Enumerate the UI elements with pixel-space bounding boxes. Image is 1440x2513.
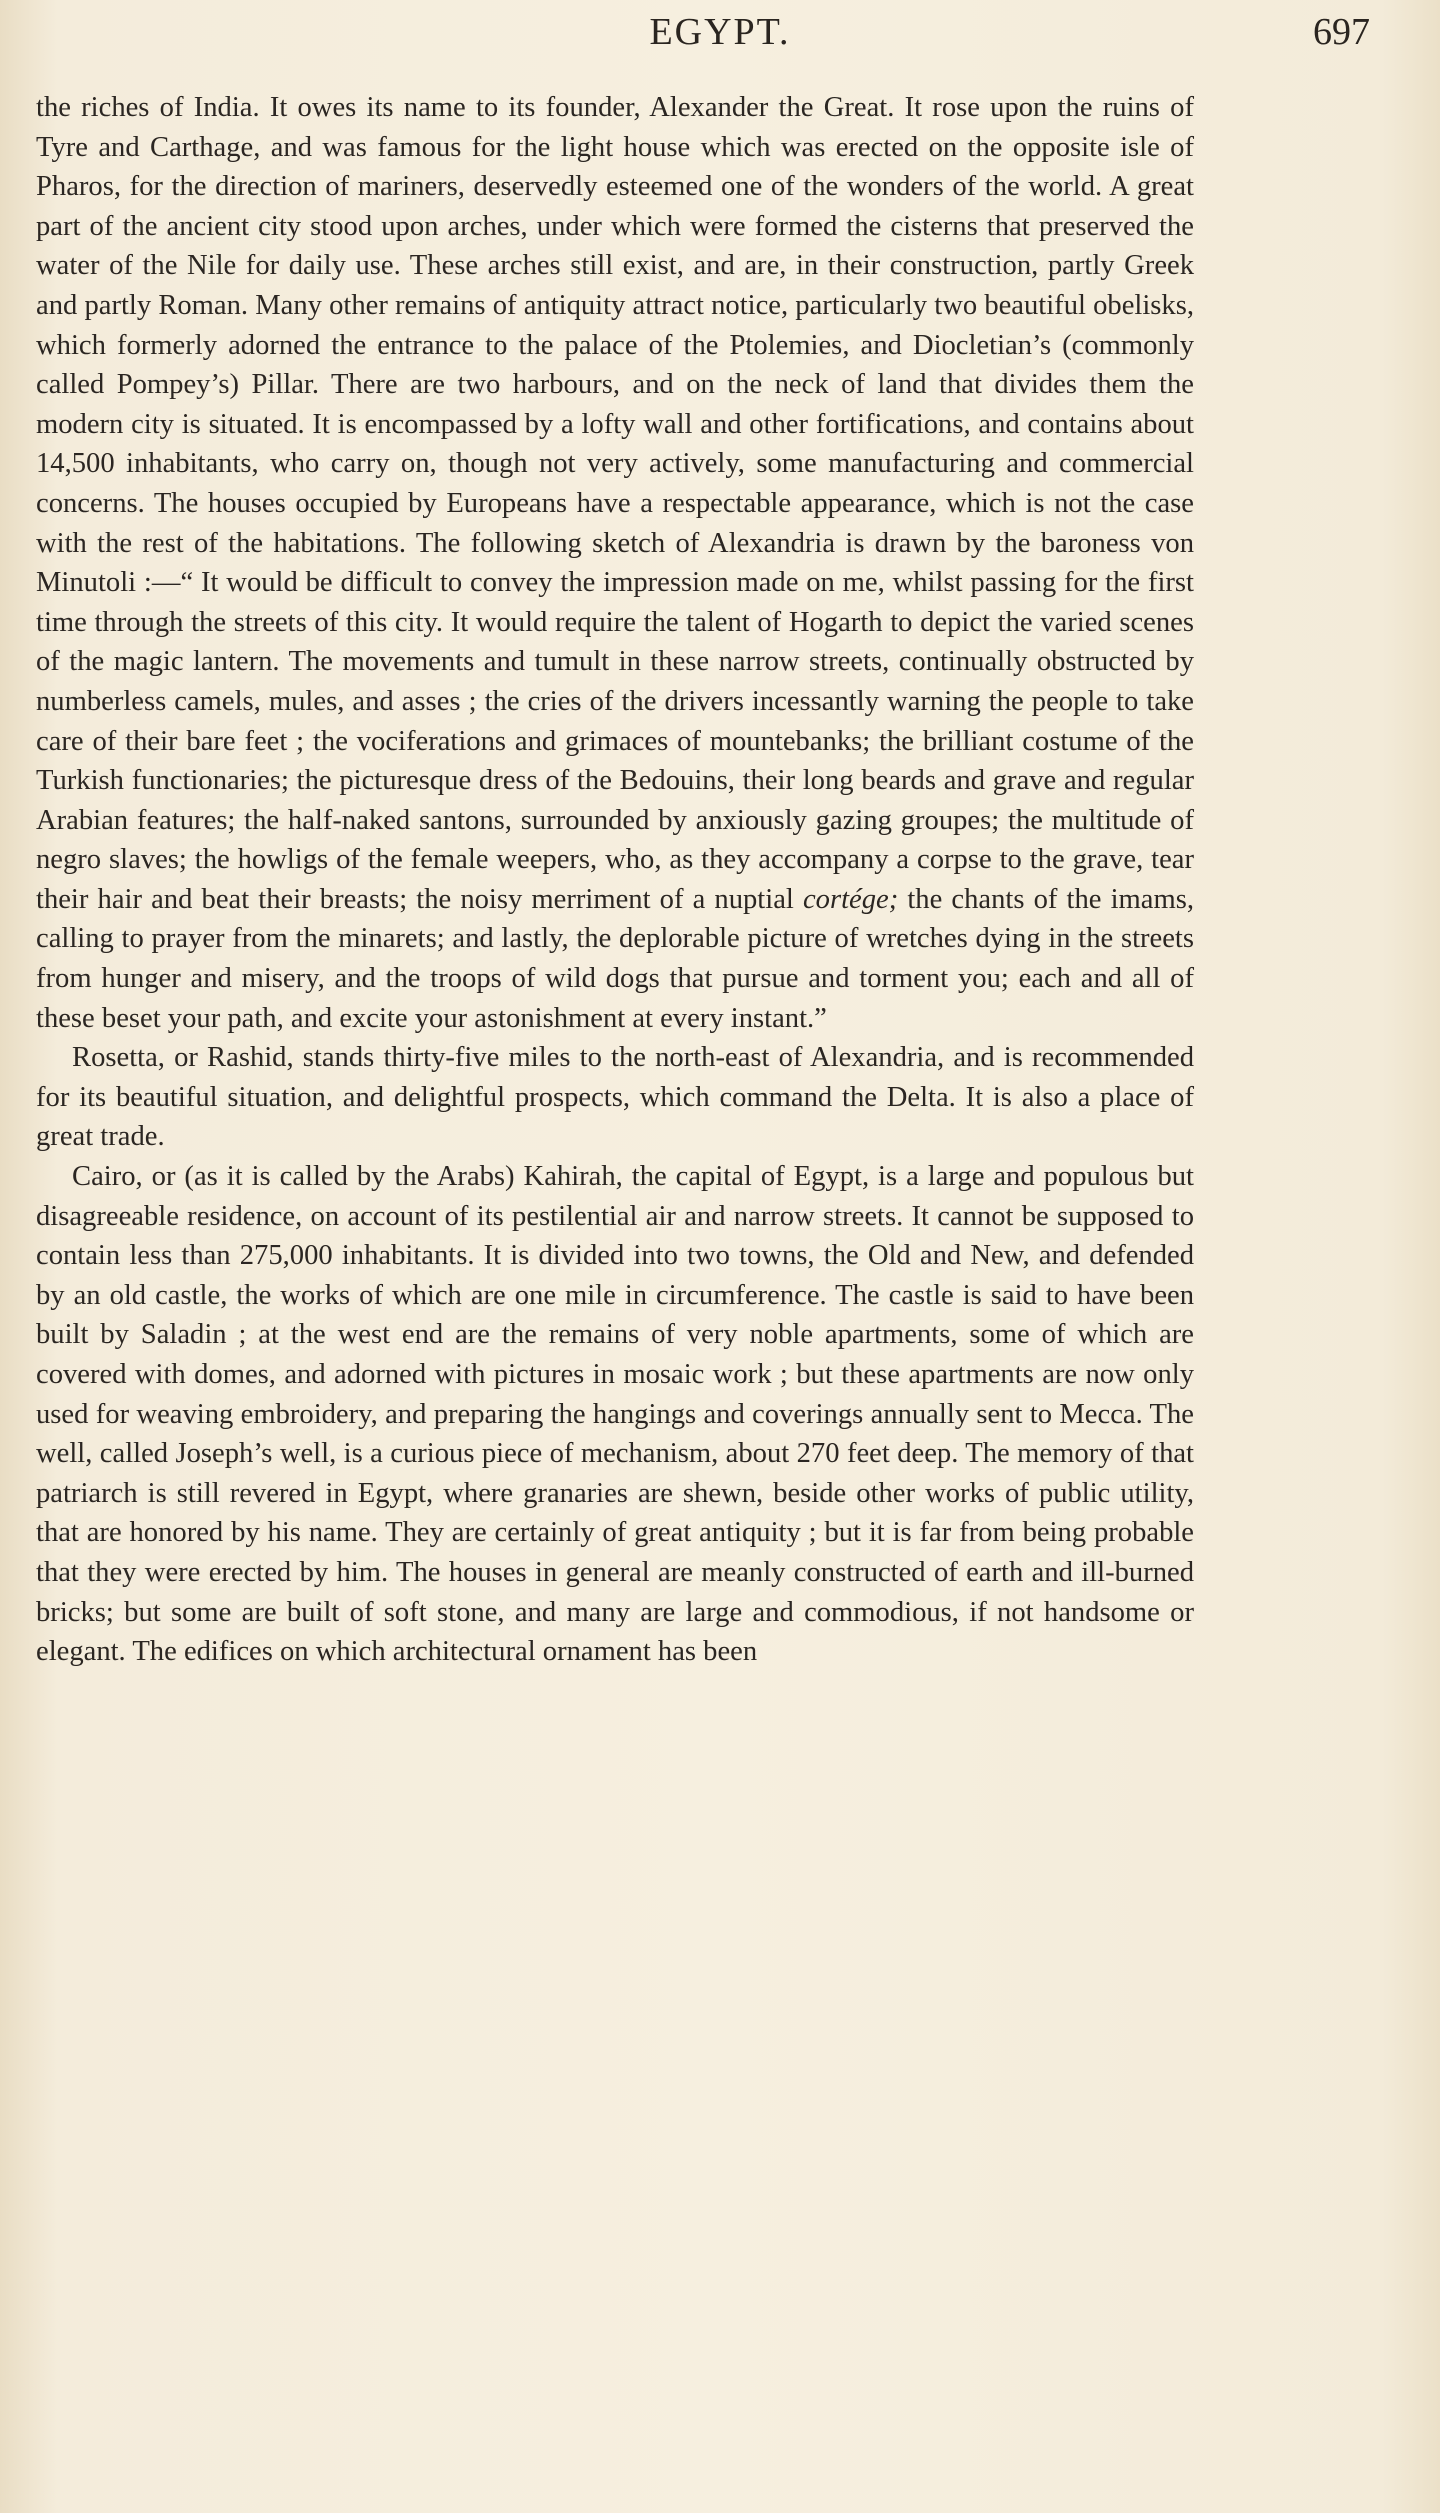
body-text <box>36 88 1194 1672</box>
paragraph-alexandria-text-2: the chants of the imams, calling to prayer from the minarets; and lastly, the deplorable picture of wretches dying in the streets from hunger and misery, and the troops of wild dogs that pursue and torment you; each and all of these beset your path, and excite your astonishment at every instant.” <box>36 883 1195 1034</box>
paragraph-cairo: Cairo, or (as it is called by the Arabs) Kahirah, the capital of Egypt, is a large and populous but disagreeable residence, on account of its pestilential air and narrow streets. It cannot be supposed to contain less than 275,000 inhabitants. It is divided into two towns, the Old and New, and defended by an old castle, the works of which are one mile in circumference. The castle is said to have been built by Saladin ; at the west end are the remains of very noble apartments, some of which are covered with domes, and adorned with pictures in mosaic work ; but these apartments are now only used for weaving embroidery, and preparing the hangings and coverings annually sent to Mecca. The well, called Joseph’s well, is a curious piece of mechanism, about 270 feet deep. The memory of that patriarch is still revered in Egypt, where granaries are shewn, beside other works of public utility, that are honored by his name. They are certainly of great antiquity ; but it is far from being probable that they were erected by him. The houses in general are meanly constructed of earth and ill-burned bricks; but some are built of soft stone, and many are large and commodious, if not handsome or elegant. The edifices on which architectural ornament has been <box>36 1161 1194 1668</box>
page-number: 697 <box>1313 11 1370 53</box>
running-head: EGYPT. <box>649 11 791 53</box>
page-header <box>40 10 1400 70</box>
paragraph-alexandria-text-1: the riches of India. It owes its name to its founder, Alexander the Great. It rose upon the ruins of Tyre and Carthage, and was famous for the light house which was erected on the opposite isle of Pharos, for the direction of mariners, deservedly esteemed one of the wonders of the world. A great part of the ancient city stood upon arches, under which were formed the cisterns that preserved the water of the Nile for daily use. These arches still exist, and are, in their construction, partly Greek and partly Roman. Many other remains of antiquity attract notice, particularly two beautiful obelisks, which formerly adorned the entrance to the palace of the Ptolemies, and Diocletian’s (commonly called Pompey’s) Pillar. There are two harbours, and on the neck of land that divides them the modern city is situated. It is encompassed by a lofty wall and other fortifications, and contains about 14,500 inhabitants, who carry on, though not very actively, some manufacturing and commercial concerns. The houses occupied by Europeans have a respectable appearance, which is not the case with the rest of the habitations. The following sketch of Alexandria is drawn by the baroness von Minutoli :—“ It would be difficult to convey the impression made on me, whilst passing for the first time through the streets of this city. It would require the talent of Hogarth to depict the varied scenes of the magic lantern. The movements and tumult in these narrow streets, continually obstructed by numberless camels, mules, and asses ; the cries of the drivers incessantly warning the people to take care of their bare feet ; the vociferations and grimaces of mountebanks; the brilliant costume of the Turkish functionaries; the picturesque dress of the Bedouins, their long beards and grave and regular Arabian features; the half-naked santons, surrounded by anxiously gazing groupes; the multitude of negro slaves; the howligs of the female weepers, who, as they accompany a corpse to the grave, tear their hair and beat their breasts; the noisy merriment of a nuptial <box>36 92 1194 915</box>
italic-word-cortege: cortége; <box>802 883 899 915</box>
paragraph-alexandria <box>36 88 1194 1038</box>
paragraph-rosetta: Rosetta, or Rashid, stands thirty-five miles to the north-east of Alexandria, and is recommended for its beautiful situation, and delightful prospects, which command the Delta. It is also a place of great trade. <box>36 1042 1194 1153</box>
